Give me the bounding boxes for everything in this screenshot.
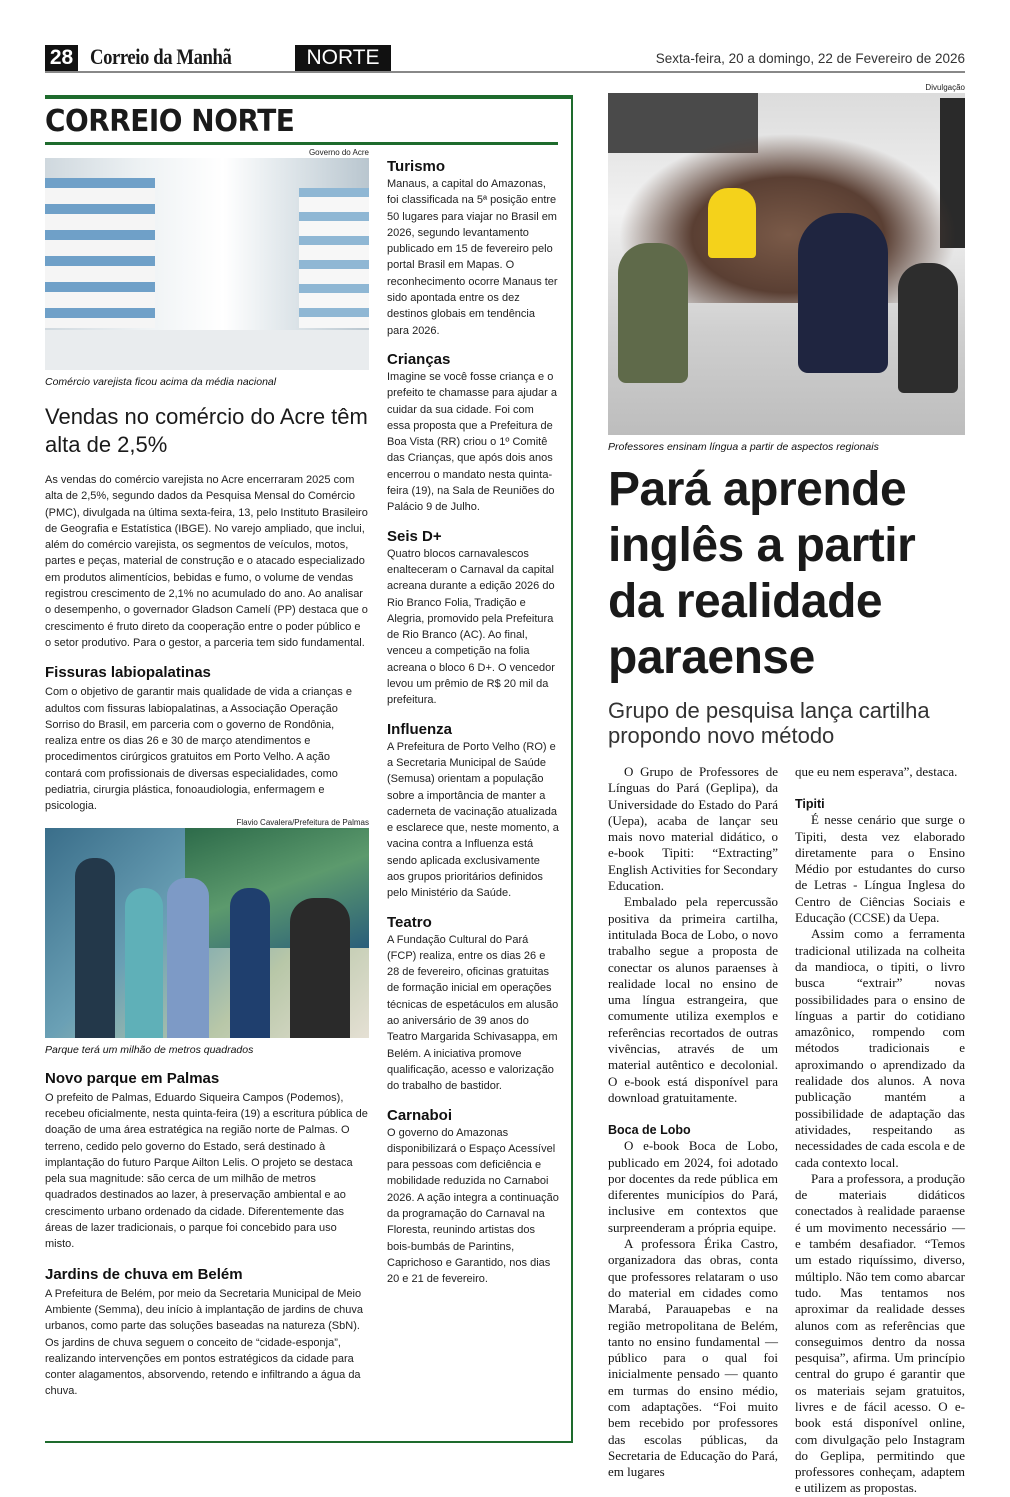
article-paragraph: O e-book Boca de Lobo, publicado em 2024, foi adotado por docentes da rede pública em diferentes municípios do Pará, inclusive em contextos que surpreenderam a própria equipe.	[608, 1138, 778, 1235]
main-headline: Pará aprende inglês a partir da realidade paraense	[608, 463, 916, 684]
brief-body: Imagine se você fosse criança e o prefeito te chamasse para ajudar a cuidar da sua cidade. Foi com essa proposta que a Prefeitura de Boa Vista (RR) criou o 1º Comitê das Crianças, que após dois anos encerrou o mandato nesta quinta-feira (19), na Sala de Reuniões do Palácio 9 de Julho.	[387, 370, 557, 514]
box-title-rule	[45, 142, 558, 145]
left-column	[45, 147, 369, 1400]
article-paragraph: O Grupo de Professores de Línguas do Pará (Geplipa), da Universidade do Estado do Pará (Uepa), acaba de lançar seu mais novo material didático, o e-book Tipiti: “Extracting” English Activities for Secondary Education.	[608, 764, 778, 894]
article-column-1	[608, 764, 778, 1497]
brief-body: A Prefeitura de Belém, por meio da Secretaria Municipal de Meio Ambiente (Semma), deu início à implantação de jardins de chuva urbanos, como parte das soluções baseadas na natureza (SbN). Os jardins de chuva seguem o conceito de “cidade-esponja”, realizando intervenções em pontos estratégicos da cidade para conter alagamentos, absorvendo, retendo e infiltrando a água da chuva.	[45, 1287, 363, 1398]
brief-heading: Carnaboi	[387, 1106, 453, 1124]
photo-caption: Comércio varejista ficou acima da média nacional	[45, 376, 277, 388]
main-subhead: Grupo de pesquisa lança cartilha propondo novo método	[608, 698, 930, 748]
brief-body: A Fundação Cultural do Pará (FCP) realiza, entre os dias 26 e 28 de fevereiro, oficinas gratuitas de formação inicial em operações técnicas de espetáculos em alusão ao aniversário de 39 anos do Teatro Margarida Schivasappa, em Belém. A iniciativa promove qualificação, acesso e valorização do trabalho de bastidor.	[387, 933, 559, 1093]
issue-date: Sexta-feira, 20 a domingo, 22 de Fevereiro de 2026	[655, 51, 965, 66]
photo-credit: Governo do Acre	[308, 148, 369, 157]
article-subheading: Tipiti	[795, 797, 825, 812]
brief-heading: Teatro	[387, 913, 432, 931]
photo-caption: Parque terá um milhão de metros quadrados	[45, 1043, 254, 1056]
pharmacy-photo	[45, 158, 369, 370]
brief-heading: Crianças	[387, 350, 451, 368]
brief-body: O governo do Amazonas disponibilizará o Espaço Acessível para pessoas com deficiência e mobilidade reduzida no Carnaboi 2026. A ação integra a continuação da programação do Carnaval na Floresta, reunindo artistas dos bois-bumbás de Parintins, Caprichoso e Garantido, nos dias 20 e 21 de fevereiro.	[387, 1126, 559, 1286]
article-columns	[608, 764, 965, 1497]
briefs-column	[387, 157, 559, 1299]
brief-heading: Seis D+	[387, 527, 442, 545]
palmas-ceremony-photo	[45, 828, 369, 1038]
article-paragraph: A professora Érika Castro, organizadora das obras, conta que professores relataram o uso do material em cidades como Marabá, Parauapebas e na região metropolitana de Belém, tanto no ensino fundamental — público para o qual foi inicialmente pensado — quanto em turmas do ensino médio, com adaptações. “Foi muito bem recebido por professores das escolas públicas, da Secretaria de Educação do Pará, em lugares	[608, 1236, 778, 1480]
section-label: NORTE	[295, 45, 391, 71]
box-title: CORREIO NORTE	[45, 104, 295, 139]
article-column-2	[795, 764, 965, 1497]
header-rule	[45, 71, 965, 73]
brief-body: Quatro blocos carnavalescos enalteceram o Carnaval da capital acreana durante a edição 2026 do Rio Branco Folia, Tradição e Alegria, promovido pela Prefeitura de Rio Branco (AC). Ao final, venceu a competição na folia acreana o bloco 6 D+. O vencedor levou um prêmio de R$ 20 mil da prefeitura.	[387, 547, 555, 707]
brief-heading: Jardins de chuva em Belém	[45, 1265, 243, 1283]
lead-body: As vendas do comércio varejista no Acre encerraram 2025 com alta de 2,5%, segundo dados da Pesquisa Mensal do Comércio (PMC), divulgada na última sexta-feira, 13, pelo Instituto Brasileiro de Geografia e Estatística (IBGE). No varejo ampliado, que inclui, além do comércio varejista, os segmentos de veículos, motos, partes e peças, material de construção e o atacado especializado em produtos alimentícios, bebidas e fumo, o volume de vendas registrou crescimento de 2,1% no acumulado do ano. Ao analisar o desempenho, o governador Gladson Camelí (PP) destaca que o crescimento é fruto direto da cooperação entre o poder público e o setor produtivo. Para o gestor, a parceria tem sido fundamental.	[45, 474, 368, 649]
brief-heading: Novo parque em Palmas	[45, 1069, 220, 1087]
article-paragraph: Para a professora, a produção de materiais didáticos conectados à realidade paraense é um movimento necessário — e também desafiador. “Temos um estado riquíssimo, diverso, múltiplo. Não tem como abarcar tudo. Mas tentamos nos aproximar da realidade desses alunos com as referências que conseguimos dentro da nossa pesquisa”, afirma. Um princípio central do grupo é garantir que os materiais sejam gratuitos, livres e de fácil acesso. O e-book está disponível online, com divulgação pelo Instagram do Geplipa, permitindo que professores conheçam, adaptem e utilizem as propostas.	[795, 1170, 965, 1496]
photo-credit: Flavio Cavalera/Prefeitura de Palmas	[236, 817, 369, 827]
brief-body: A Prefeitura de Porto Velho (RO) e a Secretaria Municipal de Saúde (Semusa) orientam a população sobre a importância de manter a caderneta de vacinação atualizada e esclarece que, neste momento, a vacina contra a Influenza está sendo aplicada exclusivamente aos grupos prioritários definidos pelo Ministério da Saúde.	[387, 740, 559, 900]
lead-headline: Vendas no comércio do Acre têm alta de 2,5%	[45, 404, 368, 457]
brief-heading: Influenza	[387, 720, 453, 738]
main-article	[608, 82, 965, 1497]
article-paragraph: que eu nem esperava”, destaca.	[795, 764, 958, 779]
article-paragraph: Embalado pela repercussão positiva da primeira cartilha, intitulada Boca de Lobo, o novo trabalho segue a proposta de conectar os alunos paraenses à realidade local no ensino de uma língua estrangeira, que comumente utiliza exemplos e referências recortados de outras vivências, através de um material autêntico e decolonial. O e-book está disponível para download gratuitamente.	[608, 894, 778, 1105]
professors-group-photo	[608, 93, 965, 435]
masthead-logo: Correio da Manhã	[90, 44, 232, 69]
photo-caption: Professores ensinam língua a partir de aspectos regionais	[608, 441, 879, 453]
brief-heading: Turismo	[387, 158, 446, 175]
brief-body: O prefeito de Palmas, Eduardo Siqueira Campos (Podemos), recebeu oficialmente, nesta quinta-feira (19) a escritura pública de doação de uma área estratégica na região norte de Palmas. O terreno, cedido pelo governo do Estado, será destinado à implantação do futuro Parque Ailton Lelis. O projeto se destaca pela sua magnitude: são cerca de um milhão de metros quadrados destinados ao lazer, à preservação ambiental e ao crescimento urbano ordenado da cidade. Diferentemente das áreas de lazer tradicionais, o parque foi concebido para uso misto.	[45, 1091, 368, 1251]
article-subheading: Boca de Lobo	[608, 1123, 691, 1138]
page-number: 28	[45, 45, 78, 71]
brief-body: Manaus, a capital do Amazonas, foi classificada na 5ª posição entre 50 lugares para viajar no Brasil em 2026, segundo levantamento publicado em 15 de fevereiro pelo portal Brasil em Mapas. O reconhecimento ocorre Manaus ter sido apontada entre os dez destinos globais em tendência para 2026.	[387, 178, 558, 337]
brief-heading: Fissuras labiopalatinas	[45, 664, 211, 682]
brief-body: Com o objetivo de garantir mais qualidade de vida a crianças e adultos com fissuras labiopalatinas, a Associação Operação Sorriso do Brasil, em parceria com o governo de Rondônia, realiza entre os dias 26 e 30 de março atendimentos e procedimentos cirúrgicos gratuitos em Porto Velho. A ação contará com profissionais de diversas especialidades, como pediatria, cirurgia plástica, fonoaudiologia, enfermagem e psicologia.	[45, 686, 352, 813]
article-paragraph: Assim como a ferramenta tradicional utilizada na colheita da mandioca, o tipiti, o livro busca “extrair” novas possibilidades para o ensino de línguas a partir do cotidiano amazônico, rompendo com métodos tradicionais e aproximando o aprendizado da realidade dos alunos. A nova publicação mantém a possibilidade de adaptação das atividades, respeitando as necessidades de cada escola e de cada contexto local.	[795, 926, 965, 1170]
article-paragraph: É nesse cenário que surge o Tipiti, desta vez elaborado diretamente para o Ensino Médio por estudantes do curso de Letras - Língua Inglesa do Centro de Ciências Sociais e Educação (CCSE) da Uepa.	[795, 812, 965, 926]
photo-credit: Divulgação	[925, 83, 965, 92]
